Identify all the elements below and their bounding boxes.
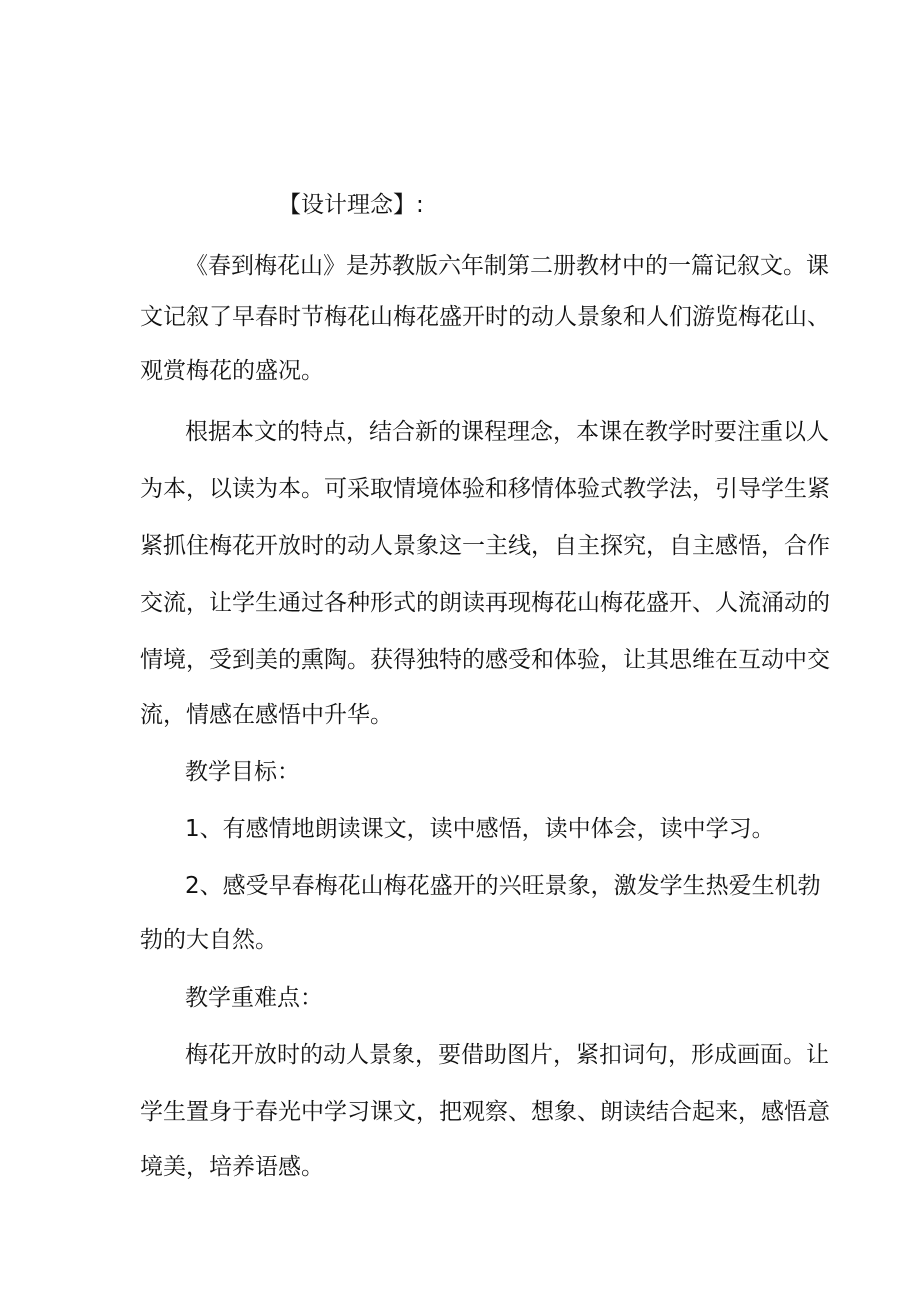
paragraph-line: 紧抓住梅花开放时的动人景象这一主线，自主探究，自主感悟，合作 <box>140 533 830 559</box>
paragraph-line: 境美，培养语感。 <box>140 1154 324 1180</box>
paragraph-line: 学生置身于春光中学习课文，把观察、想象、朗读结合起来，感悟意 <box>140 1099 830 1125</box>
paragraph-line: 为本，以读为本。可采取情境体验和移情体验式教学法，引导学生紧 <box>140 476 830 502</box>
paragraph-line: 2、感受早春梅花山梅花盛开的兴旺景象，激发学生热爱生机勃 <box>185 873 821 899</box>
paragraph-line: 观赏梅花的盛况。 <box>140 358 324 384</box>
paragraph-line: 情境，受到美的熏陶。获得独特的感受和体验，让其思维在互动中交 <box>140 647 830 673</box>
key-difficulty-heading: 教学重难点： <box>185 985 323 1011</box>
teaching-goals-heading: 教学目标： <box>185 759 300 785</box>
paragraph-line: 根据本文的特点，结合新的课程理念，本课在教学时要注重以人 <box>185 419 829 445</box>
section-heading: 【设计理念】: <box>278 192 424 218</box>
goal-item-1: 1、有感情地朗读课文，读中感悟，读中体会，读中学习。 <box>185 816 775 842</box>
paragraph-line: 文记叙了早春时节梅花山梅花盛开时的动人景象和人们游览梅花山、 <box>140 304 830 330</box>
paragraph-line: 流，情感在感悟中升华。 <box>140 702 393 728</box>
paragraph-line: 《春到梅花山》是苏教版六年制第二册教材中的一篇记叙文。课 <box>185 253 829 279</box>
paragraph-line: 交流，让学生通过各种形式的朗读再现梅花山梅花盛开、人流涌动的 <box>140 590 830 616</box>
paragraph-line: 勃的大自然。 <box>140 927 278 953</box>
paragraph-line: 梅花开放时的动人景象，要借助图片，紧扣词句，形成画面。让 <box>185 1042 829 1068</box>
